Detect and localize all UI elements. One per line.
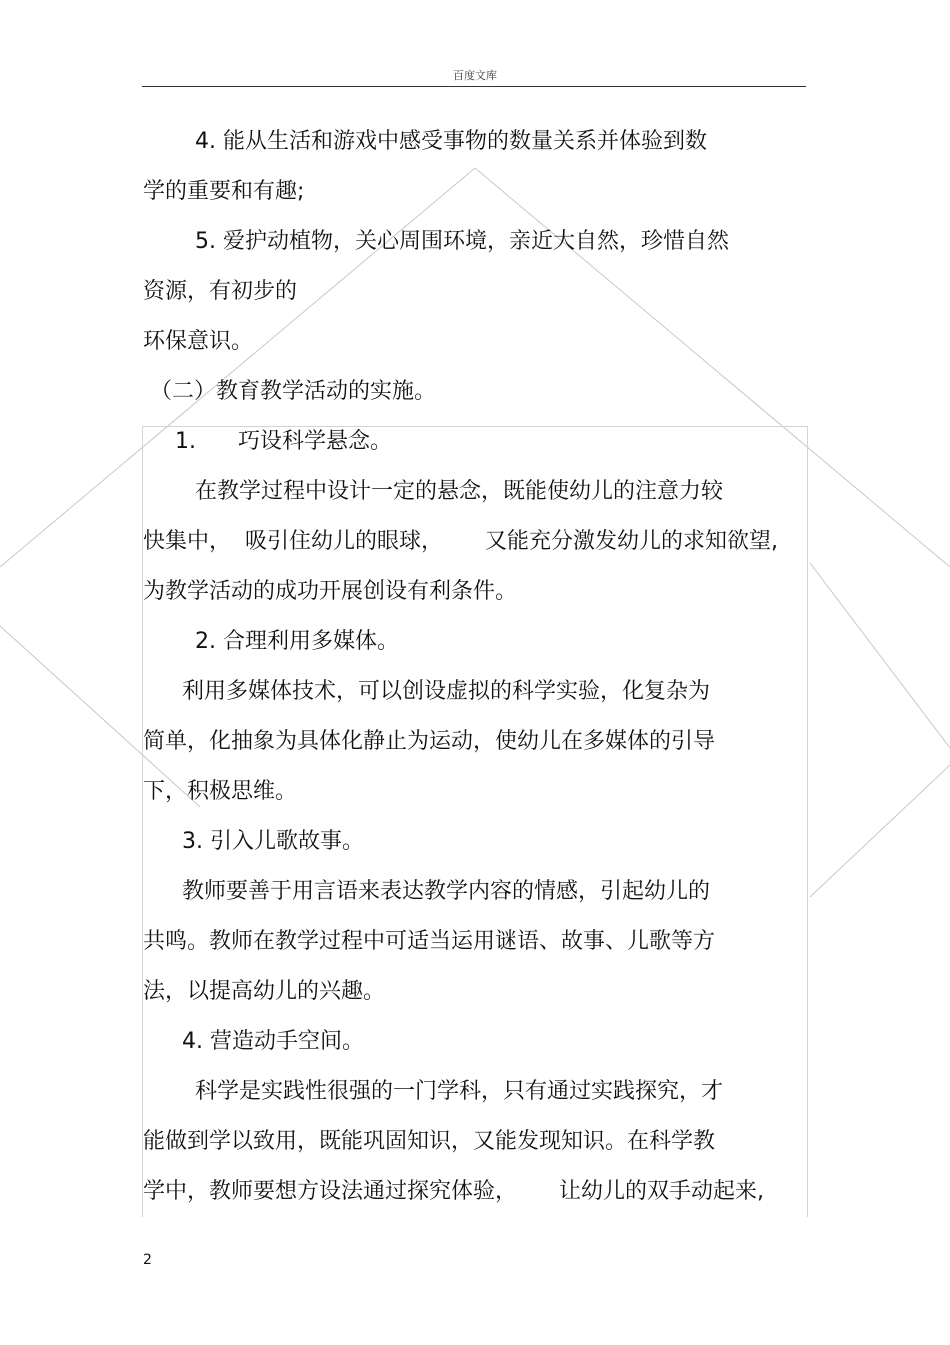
item-heading-1: 1. 巧设科学悬念。: [175, 429, 392, 454]
item-heading-4: 4. 营造动手空间。: [182, 1029, 364, 1054]
body-line: 快集中， 吸引住幼儿的眼球， 又能充分激发幼儿的求知欲望,: [143, 529, 778, 554]
body-line: 在教学过程中设计一定的悬念，既能使幼儿的注意力较: [195, 479, 724, 504]
header-divider: [142, 86, 806, 87]
body-line: 简单，化抽象为具体化静止为运动，使幼儿在多媒体的引导: [143, 729, 716, 754]
body-line: 学的重要和有趣;: [143, 179, 305, 204]
item-heading-2: 2. 合理利用多媒体。: [195, 629, 399, 654]
body-line-goal-5: 5. 爱护动植物，关心周围环境，亲近大自然，珍惜自然: [195, 229, 729, 254]
section-heading: （二）教育教学活动的实施。: [150, 379, 437, 404]
body-line: 法，以提高幼儿的兴趣。: [143, 979, 386, 1004]
body-line: 为教学活动的成功开展创设有利条件。: [143, 579, 518, 604]
body-line: 环保意识。: [143, 329, 254, 354]
body-line-goal-4: 4. 能从生活和游戏中感受事物的数量关系并体验到数: [195, 129, 707, 154]
item-heading-3: 3. 引入儿歌故事。: [182, 829, 364, 854]
body-line: 教师要善于用言语来表达教学内容的情感，引起幼儿的: [182, 879, 711, 904]
body-line: 学中，教师要想方设法通过探究体验， 让幼儿的双手动起来,: [143, 1179, 764, 1204]
body-line: 共鸣。教师在教学过程中可适当运用谜语、故事、儿歌等方: [143, 929, 716, 954]
header-title: 百度文库: [453, 69, 497, 82]
body-line: 科学是实践性很强的一门学科，只有通过实践探究，才: [195, 1079, 724, 1104]
page-number: 2: [143, 1252, 152, 1268]
body-line: 下，积极思维。: [143, 779, 298, 804]
body-line: 利用多媒体技术，可以创设虚拟的科学实验，化复杂为: [182, 679, 711, 704]
body-line: 资源，有初步的: [143, 279, 298, 304]
body-line: 能做到学以致用，既能巩固知识，又能发现知识。在科学教: [143, 1129, 716, 1154]
watermark-line: [810, 765, 950, 897]
watermark-line: [810, 563, 950, 748]
